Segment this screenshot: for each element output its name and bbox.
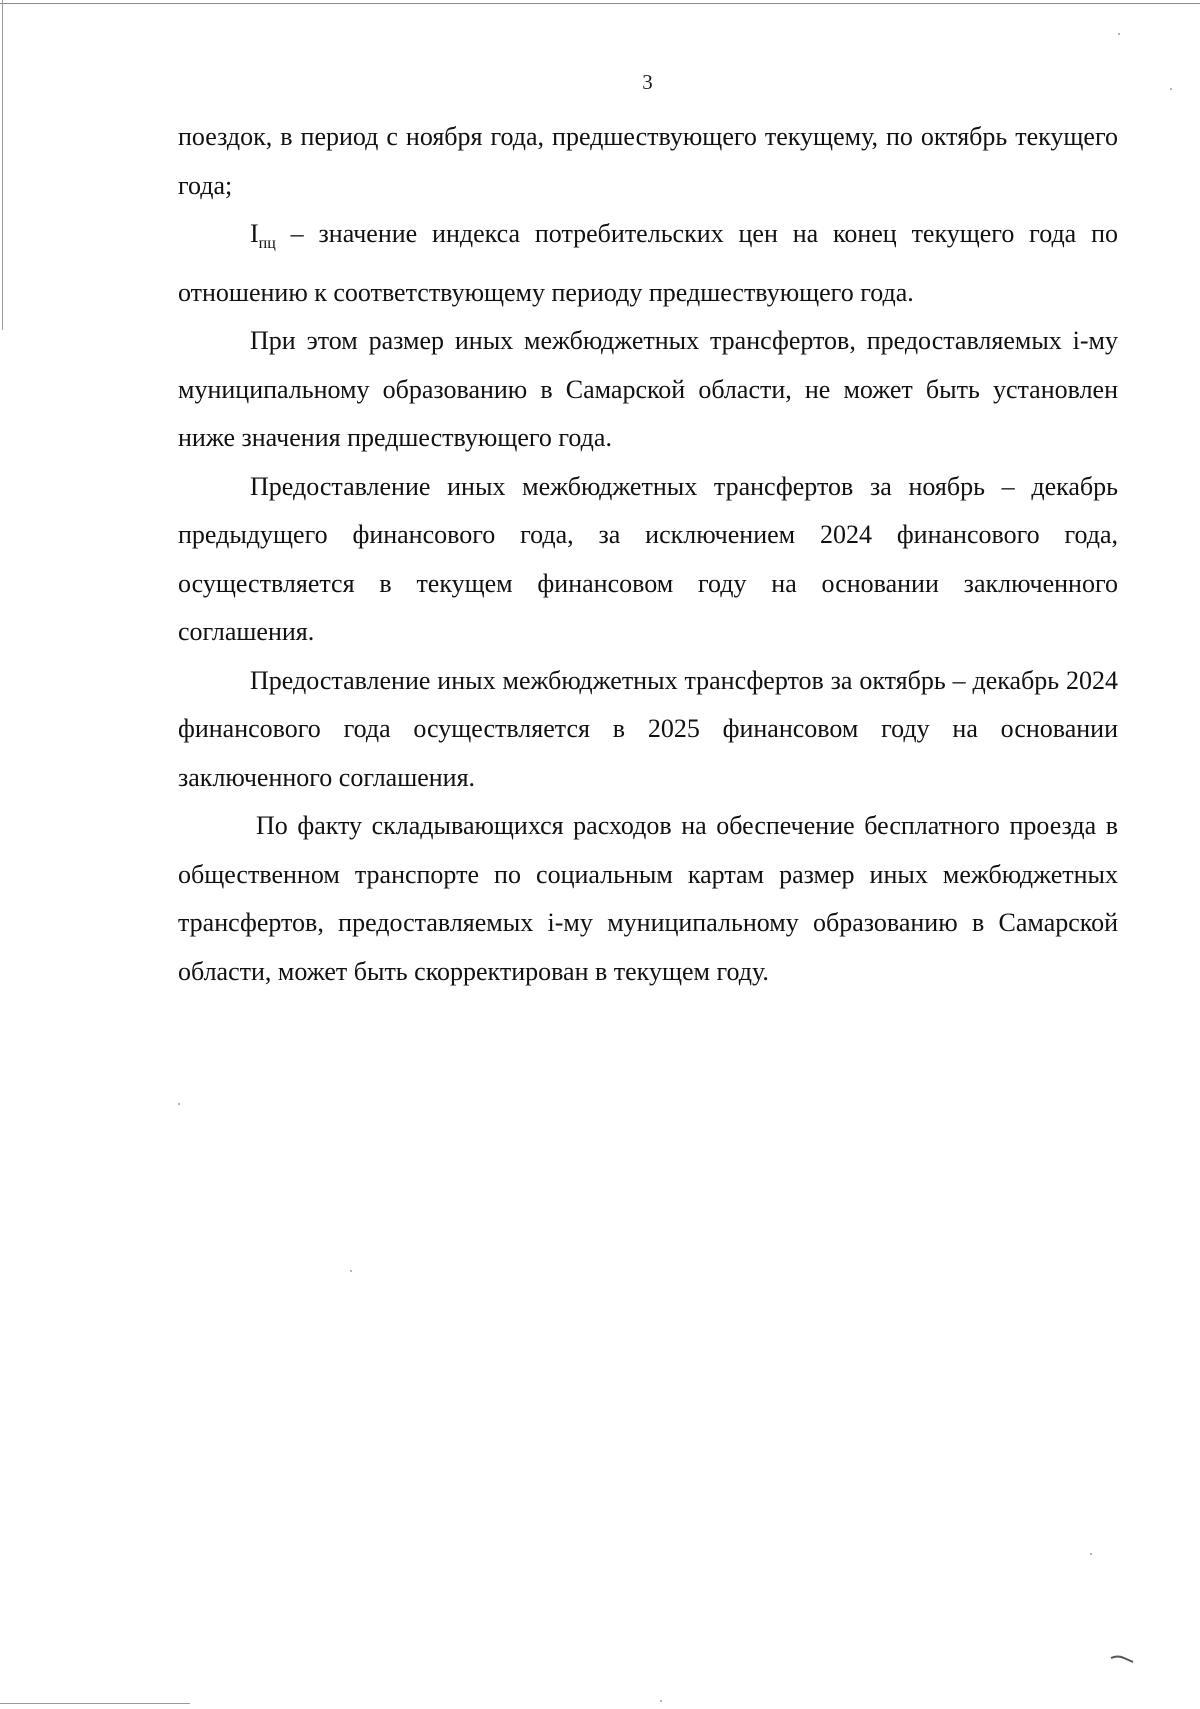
scan-speck	[1090, 1553, 1092, 1555]
paragraph-4: Предоставление иных межбюджетных трансфертов за ноябрь – декабрь предыдущего финансового года, за исключением 2024 финансового года, осуществляется в текущем финансовом году на основании заключенного соглашения.	[178, 471, 1118, 646]
scan-edge-top	[0, 3, 1200, 4]
document-body	[178, 113, 1118, 996]
scan-speck	[178, 1103, 180, 1105]
scan-edge-bottom	[0, 1703, 190, 1704]
scan-speck	[1118, 33, 1120, 35]
index-symbol-subscript: пц	[258, 235, 276, 252]
scan-speck	[660, 1700, 662, 1702]
paragraph-1: поездок, в период с ноября года, предшествующего текущему, по октябрь текущего года;	[178, 122, 1118, 200]
paragraph-6: По факту складывающихся расходов на обеспечение бесплатного проезда в общественном транспорте по социальным картам размер иных межбюджетных трансфертов, предоставляемых i-му муниципальному образованию в Самарской области, может быть скорректирован в текущем году.	[178, 811, 1118, 986]
paragraph-2	[178, 210, 1118, 317]
scan-mark-icon	[1110, 1655, 1134, 1663]
paragraph-3: При этом размер иных межбюджетных трансфертов, предоставляемых i-му муниципальному образованию в Самарской области, не может быть установлен ниже значения предшествующего года.	[178, 326, 1118, 452]
scan-edge-left	[2, 0, 3, 330]
scan-speck	[350, 1270, 352, 1272]
page-number: 3	[642, 70, 653, 94]
paragraph-2-text: – значение индекса потребительских цен на конец текущего года по отношению к соответствующему периоду предшествующего года.	[178, 219, 1118, 307]
paragraph-5: Предоставление иных межбюджетных трансфертов за октябрь – декабрь 2024 финансового года осуществляется в 2025 финансовом году на основании заключенного соглашения.	[178, 665, 1118, 792]
index-symbol: I	[250, 219, 259, 248]
